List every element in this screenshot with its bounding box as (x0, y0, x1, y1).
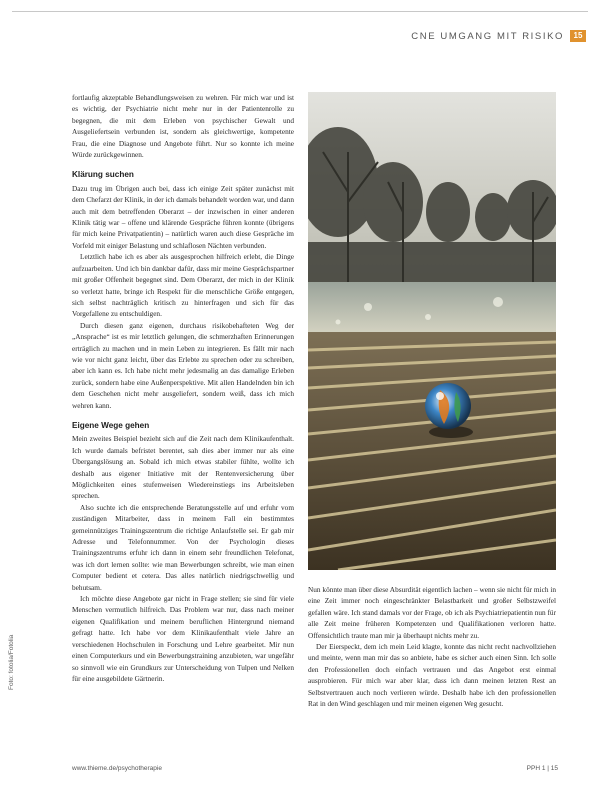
paragraph: Dazu trug im Übrigen auch bei, dass ich einige Zeit später zunächst mit dem Chefarzt der Klinik, in der ich damals behandelt worden war, und dann auch mit dem betreffenden Oberarzt – der inzwischen in einer anderen Klinik tätig war – offene und klärende Gespräche führen konnte (übrigens für mich keine Privatpatientin) – natürlich waren auch diese Gespräche im Vorfeld mit einiger Belastung und schlaflosen Nächten verbunden. (72, 183, 294, 250)
paragraph-intro: fortlaufig akzeptable Behandlungsweisen zu wehren. Für mich war und ist es wichtig, der Psychiatrie nicht mehr nur in der Patientenrolle zu begegnen, die mit dem Erleben von psychischer Gewalt und Ausgeliefertsein verbunden ist, sondern als gleichwertige, kompetente Frau, die eine Diagnose und Angebote führt. Nur so konnte ich meine Würde zurückgewinnen. (72, 93, 294, 160)
paragraph: Also suchte ich die entsprechende Beratungsstelle auf und erfuhr vom zuständigen Mitarbeiter, dass in meinem Fall ein bestimmtes gemeinnütziges Trainingszentrum die richtige Anlaufstelle sei. Er gab mir Adresse und Telefonnummer. Von der Psychologin dieses Trainingszentrums erfuhr ich dann in einem sehr freundlichen Telefonat, was ich dort lernen sollte: wie man Bewerbungen schreibt, wie man einen Computer bedient et cetera. Das alles natürlich niedrigschwellig und behutsam. (72, 502, 294, 592)
page-tab: 15 (570, 30, 586, 42)
paragraph: Durch diesen ganz eigenen, durchaus risikobehafteten Weg der „Ansprache“ ist es mir letztlich gelungen, die schmerzhaften Erinnerungen erträglich zu machen und in mein Leben zu integrieren. Es fällt mir nach wie vor nicht ganz leicht, über das Erlebte zu sprechen oder zu schreiben, aber ich kann es. Ich habe nicht mehr jedesmalig an das damalige Erleben zurück, sondern habe eine Außenperspektive. Mit allen Handelnden bin ich dem Geschehen nicht mehr ausgeliefert, sondern weiß, dass ich mich wehren kann. (72, 320, 294, 410)
paragraph: Letztlich habe ich es aber als ausgesprochen hilfreich erlebt, die Dinge aufzuarbeiten. Und ich bin dankbar dafür, dass mir meine Gesprächspartner mit großer Offenheit begegnet sind. Dem Oberarzt, der mich in der Klinik so verletzt hatte, bringe ich Respekt für die menschliche Größe entgegen, sich selbst nachträglich kritisch zu hinterfragen und sich für das Vorgefallene zu entschuldigen. (72, 252, 294, 319)
paragraph: Nun könnte man über diese Absurdität eigentlich lachen – wenn sie nicht für mich in eine Zeit immer noch eingeschränkter Belastbarkeit und großer Selbstzweifel gefallen wäre. Ich stand damals vor der Frage, ob ich als Psychiatriepatientin nun für alle Zeit meine früheren Kompetenzen und Qualifikationen verloren hatte. Offensichtlich traute man mir ja überhaupt nichts mehr zu. (308, 585, 556, 640)
photo-illustration (308, 92, 556, 570)
heading-eigene-wege-gehen: Eigene Wege gehen (72, 420, 150, 430)
right-column (308, 584, 556, 709)
paragraph: Ich möchte diese Angebote gar nicht in Frage stellen; sie sind für viele Menschen vermutlich hilfreich. Das Problem war nur, dass nach meiner eigenen Qualifikation und meinem beruflichen Hintergrund niemand gefragt hatte. Ich habe vor dem Klinikaufenthalt viele Jahre an verschiedenen Hochschulen in Forschung und Lehre gearbeitet. Mir nun einen Computerkurs und ein Bewerbungstraining anzubieten, war ungefähr so sinnvoll wie ein Grundkurs zur Unterscheidung von Tulpen und Nelken für eine ausgebildete Gärtnerin. (72, 594, 294, 683)
paragraph: Der Eierspeckt, dem ich mein Leid klagte, konnte das nicht recht nachvollziehen und meinte, wenn man mir das so anbiete, habe es sicher auch einen Sinn. Ich solle den Professionellen doch einfach vertrauen und das Angebot erst einmal ausprobieren. Für mich war aber klar, dass ich dann meinen letzten Rest an Selbstvertrauen auch noch verlieren würde. Deshalb habe ich den professionellen Rat in den Wind geschlagen und mir meinen eigenen Weg gesucht. (308, 642, 556, 709)
footer-page-info: PPH 1 | 15 (526, 765, 558, 772)
photo-credit: Foto: fotolia/Fotolia (8, 634, 15, 690)
header-rule (12, 11, 588, 12)
paragraph: Mein zweites Beispiel bezieht sich auf die Zeit nach dem Klinikaufenthalt. Ich wurde damals befristet berentet, sah dies aber immer nur als eine Übergangslösung an. Sobald ich mich etwas stabiler fühlte, wollte ich deshalb aus eigener Initiative mit der Rentenversicherung über Möglichkeiten eines stufenweisen Wiedereinstiegs ins Arbeitsleben sprechen. (72, 434, 294, 501)
heading-klaerung-suchen: Klärung suchen (72, 170, 134, 180)
left-column (72, 92, 294, 684)
footer-url[interactable]: www.thieme.de/psychotherapie (72, 765, 162, 772)
section-label: CNE UMGANG MIT RISIKO (411, 31, 564, 42)
marble-photo (308, 92, 556, 570)
